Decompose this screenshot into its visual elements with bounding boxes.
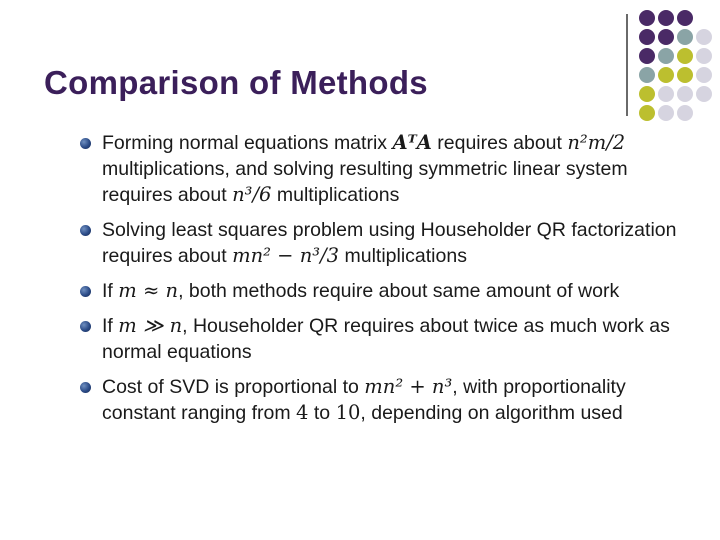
decorative-dot	[658, 48, 674, 64]
decorative-dot	[677, 10, 693, 26]
math-expression: n²m/2	[567, 131, 626, 154]
math-expression: m ≫ n	[118, 314, 183, 337]
bullet-text: , with proportionality constant ranging from	[102, 376, 626, 424]
decorative-dot	[658, 105, 674, 121]
slide-title: Comparison of Methods	[44, 64, 428, 101]
math-expression: 4	[296, 401, 309, 424]
decorative-dot	[658, 29, 674, 45]
decorative-dot	[696, 86, 712, 102]
bullet-item	[80, 130, 680, 208]
decorative-dot	[639, 29, 655, 45]
math-expression: mn² − n³/3	[232, 244, 340, 267]
bullet-text: Cost of SVD is proportional to	[102, 376, 365, 398]
bullet-text: to	[308, 402, 336, 424]
bullet-icon	[80, 321, 91, 332]
math-expression: 10	[335, 401, 361, 424]
bullet-text: If	[102, 280, 119, 302]
bullet-list	[80, 130, 680, 435]
bullet-item	[80, 374, 680, 426]
decorative-dot	[639, 48, 655, 64]
decorative-dot	[696, 48, 712, 64]
bullet-item	[80, 278, 680, 304]
bullet-item	[80, 313, 680, 365]
math-expression: mn² + n³	[364, 375, 453, 398]
bullet-text: multiplications	[339, 245, 467, 267]
decorative-dot	[639, 105, 655, 121]
decorative-dot	[677, 29, 693, 45]
bullet-icon	[80, 138, 91, 149]
bullet-item	[80, 217, 680, 269]
bullet-text: Forming normal equations matrix	[102, 132, 393, 154]
math-expression: m ≈ n	[118, 279, 179, 302]
decorative-dot	[639, 10, 655, 26]
decorative-dot	[677, 86, 693, 102]
bullet-text: , Householder QR requires about twice as much work as normal equations	[102, 315, 670, 363]
bullet-icon	[80, 225, 91, 236]
decorative-dot	[696, 67, 712, 83]
decorative-dot	[658, 10, 674, 26]
bullet-text: Solving least squares problem using Householder QR factorization requires about	[102, 219, 677, 267]
decorative-dot	[677, 105, 693, 121]
decorative-dot	[658, 67, 674, 83]
math-expression: AᵀA	[392, 131, 432, 154]
bullet-text: , both methods require about same amount of work	[178, 280, 620, 302]
decorative-dot	[696, 29, 712, 45]
decorative-dot	[639, 86, 655, 102]
bullet-text: , depending on algorithm used	[360, 402, 623, 424]
decorative-dot	[658, 86, 674, 102]
decorative-dot	[677, 67, 693, 83]
bullet-text: multiplications, and solving resulting symmetric linear system requires about	[102, 158, 628, 206]
math-expression: n³/6	[232, 183, 272, 206]
decorative-dot	[639, 67, 655, 83]
bullet-text: multiplications	[271, 184, 400, 206]
bullet-icon	[80, 382, 91, 393]
bullet-icon	[80, 286, 91, 297]
decorative-dot-grid	[0, 0, 720, 140]
decorative-dot	[677, 48, 693, 64]
bullet-text: requires about	[431, 132, 568, 154]
bullet-text: If	[102, 315, 119, 337]
